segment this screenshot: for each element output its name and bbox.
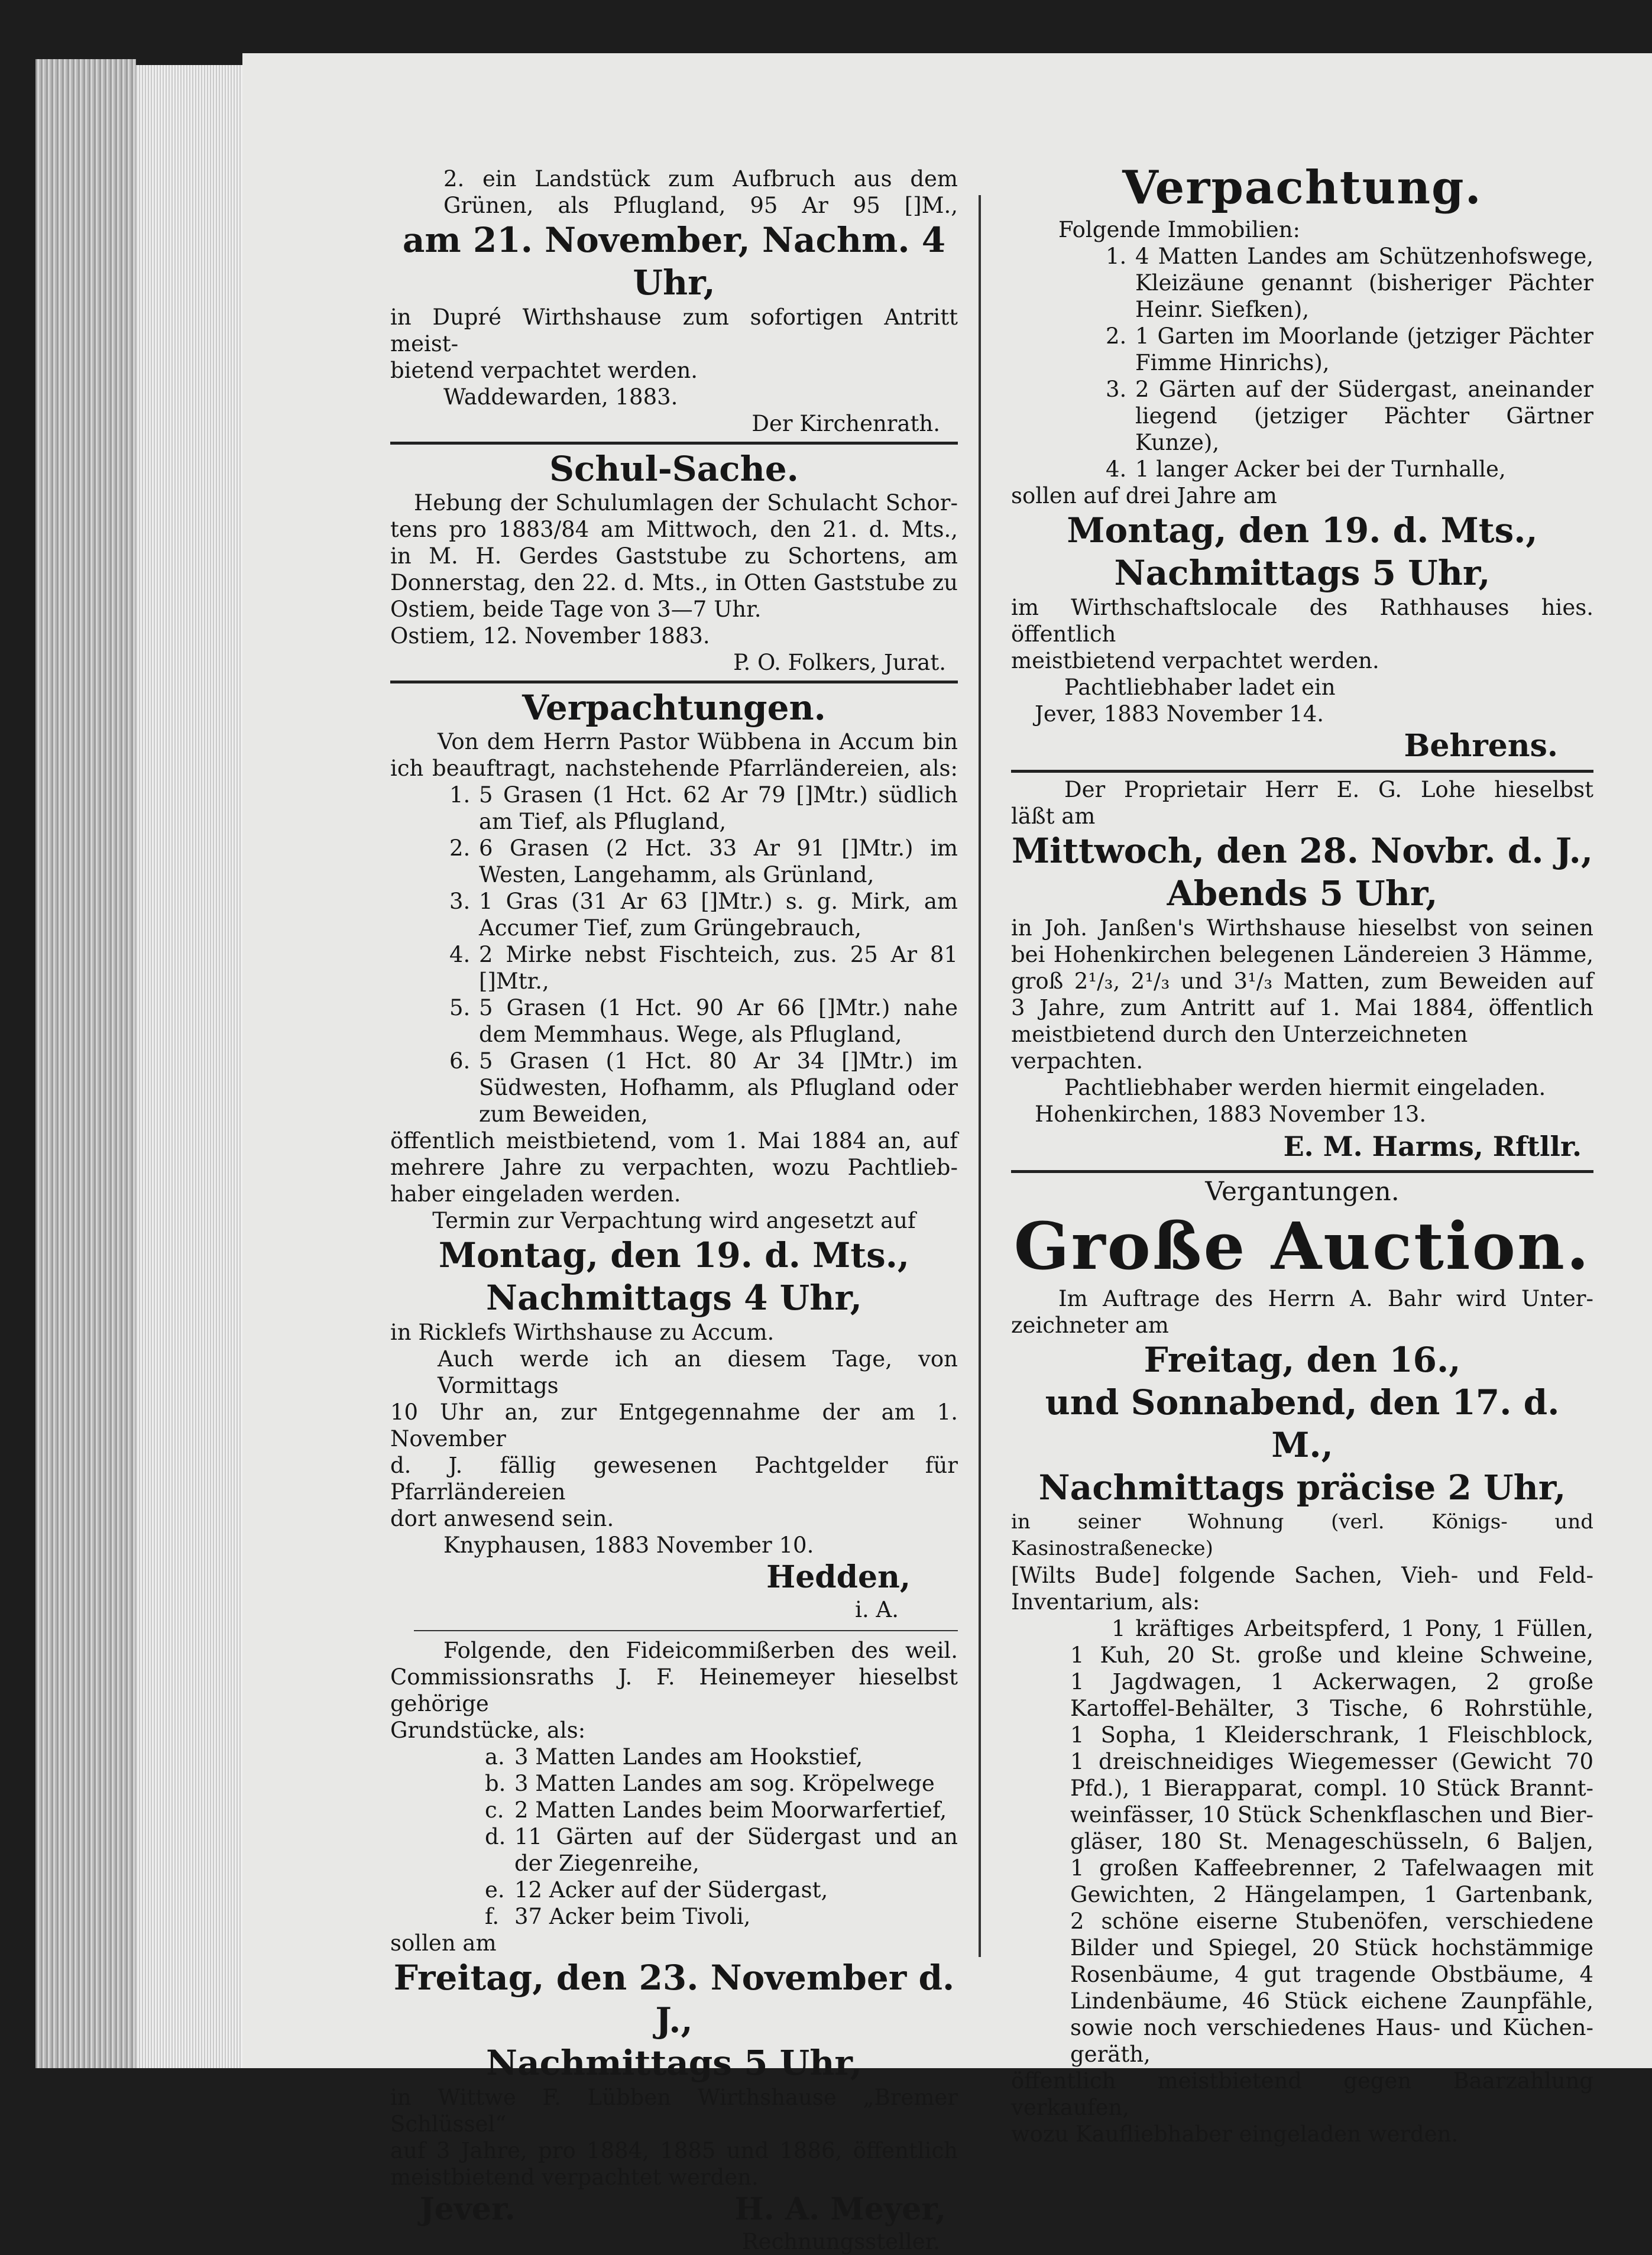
text-line: meistbietend durch den Unterzeichneten verpachten.	[1011, 1022, 1468, 1074]
text-line: ich beauftragt, nachstehende Pfarrländereien, als:	[390, 756, 958, 781]
text-line: wozu Kaufliebhaber eingeladen werden.	[1011, 2121, 1459, 2147]
list-item	[449, 941, 958, 994]
place-date: Hohenkirchen, 1883 November 13.	[1035, 1101, 1427, 1127]
divider	[414, 1630, 958, 1631]
notice-time: Abends 5 Uhr,	[1167, 873, 1438, 913]
inventory-line: gläser, 180 St. Menageschüsseln, 6 Baljen,	[1070, 1829, 1593, 1854]
notice-date: Montag, den 19. d. Mts.,	[1067, 510, 1538, 550]
list-item-text: 12 Acker auf der Südergast,	[514, 1877, 828, 1903]
inventory-line: 1 Kuh, 20 St. große und kleine Schweine,	[1070, 1642, 1593, 1668]
divider	[1011, 770, 1593, 773]
list-item	[449, 1048, 958, 1074]
list-item-number: d.	[485, 1824, 506, 1849]
list-item-number	[1106, 270, 1135, 296]
list-item	[485, 1903, 958, 1930]
right-column	[1011, 161, 1593, 2147]
inventory-line: sowie noch verschiedenes Haus- und Küchen-	[1070, 2015, 1593, 2040]
notice-heading: Große Auction.	[1013, 1208, 1591, 1284]
list-item-text: 5 Grasen (1 Hct. 80 Ar 34 []Mtr.) im	[479, 1048, 958, 1074]
divider	[390, 681, 958, 683]
notice-grundstuecke	[390, 1637, 958, 2255]
text-line: in seiner Wohnung (verl. Königs- und Kasinostraßenecke)	[1011, 1510, 1593, 1560]
text-line: 10 Uhr an, zur Entgegennahme der am 1. November	[390, 1399, 958, 1452]
list-item-text: 1 langer Acker bei der Turnhalle,	[1135, 456, 1506, 482]
list-item-text: 11 Gärten auf der Südergast und an	[514, 1824, 958, 1849]
list-item	[449, 782, 958, 808]
inventory-line: Bilder und Spiegel, 20 Stück hochstämmige	[1070, 1935, 1593, 1961]
list-item-number: 1.	[449, 782, 471, 808]
text-line: groß 2¹/₃, 2¹/₃ und 3¹/₃ Matten, zum Beweiden auf	[1011, 968, 1593, 994]
signature: Hedden,	[766, 1559, 911, 1595]
list-item-number: c.	[485, 1797, 504, 1823]
list-item	[449, 1074, 958, 1101]
notice-date: Montag, den 19. d. Mts.,	[438, 1235, 910, 1275]
place-date: Ostiem, 12. November 1883.	[390, 623, 710, 649]
column-divider	[979, 195, 981, 1957]
text-line: Pachtliebhaber ladet ein	[1064, 675, 1336, 700]
text-line: Termin zur Verpachtung wird angesetzt auf	[432, 1208, 916, 1233]
list-item-number	[449, 1021, 479, 1048]
text-line: Inventarium, als:	[1011, 1589, 1200, 1615]
text-line: in Wittwe F. Lübben Wirthshause „Bremer Schlüssel“	[390, 2085, 958, 2137]
inventory-line: Pfd.), 1 Bierapparat, compl. 10 Stück Brannt-	[1070, 1776, 1593, 1801]
list-item-number: 4.	[1106, 456, 1127, 482]
list-item-text: 2 Mirke nebst Fischteich, zus. 25 Ar 81 []Mtr.,	[479, 942, 958, 994]
list-item	[1106, 270, 1593, 296]
text-line: Folgende Immobilien:	[1058, 217, 1300, 242]
list-item	[485, 1744, 958, 1770]
list-item-text: Heinr. Siefken),	[1135, 297, 1310, 322]
list-item-number	[1106, 349, 1135, 376]
list-item-text: Südwesten, Hofhamm, als Pflugland oder	[479, 1075, 958, 1100]
place: Jever.	[420, 2191, 516, 2227]
list-item	[449, 888, 958, 915]
text-line: Commissionsraths J. F. Heinemeyer hieselbst gehörige	[390, 1664, 958, 1716]
list-item-number	[449, 915, 479, 941]
list-item	[1106, 456, 1593, 482]
notice-heading: Schul-Sache.	[549, 449, 799, 489]
list-item	[449, 1021, 958, 1048]
list-item	[1106, 376, 1593, 403]
inventory-line: 1 Sopha, 1 Kleiderschrank, 1 Fleischblock,	[1070, 1722, 1593, 1748]
list-item-text: zum Beweiden,	[479, 1101, 648, 1127]
list-item-number: 1.	[1106, 244, 1127, 269]
property-list	[1011, 243, 1593, 482]
text-line: Donnerstag, den 22. d. Mts., in Otten Gaststube zu	[390, 570, 958, 595]
text-line: Im Auftrage des Herrn A. Bahr wird Unter-	[1058, 1286, 1593, 1311]
list-item-text: 3 Matten Landes am sog. Kröpelwege	[514, 1771, 935, 1796]
signature-suffix: i. A.	[855, 1597, 899, 1622]
inventory-line: 1 kräftiges Arbeitspferd, 1 Pony, 1 Füllen,	[1112, 1616, 1593, 1641]
notice-heading: Verpachtung.	[1122, 161, 1482, 215]
text-line: in M. H. Gerdes Gaststube zu Schortens, am	[390, 543, 958, 569]
text-line: Pachtliebhaber werden hiermit eingeladen.	[1064, 1075, 1546, 1100]
inventory-line: Lindenbäume, 46 Stück eichene Zaunpfähle,	[1070, 1988, 1593, 2014]
list-item	[449, 915, 958, 941]
notice-time: Nachmittags präcise 2 Uhr,	[1038, 1467, 1566, 1508]
notice-landstueck	[390, 166, 958, 437]
section-heading: Vergantungen.	[1205, 1177, 1400, 1207]
list-item-text: am Tief, als Pflugland,	[479, 809, 727, 834]
list-item	[485, 1797, 958, 1823]
text-line: 3 Jahre, zum Antritt auf 1. Mai 1884, öffentlich	[1011, 995, 1593, 1020]
list-item-text: 3 Matten Landes am Hookstief,	[514, 1744, 863, 1770]
text-line: d. J. fällig gewesenen Pachtgelder für Pfarrländereien	[390, 1453, 958, 1505]
text-line: meistbietend verpachtet werden.	[390, 2165, 759, 2190]
list-item	[449, 994, 958, 1021]
list-item-number	[449, 808, 479, 835]
signature: Der Kirchenrath.	[752, 411, 940, 436]
list-item	[1106, 323, 1593, 349]
place-date: Knyphausen, 1883 November 10.	[443, 1533, 814, 1558]
text-line: in Dupré Wirthshause zum sofortigen Antritt meist-	[390, 304, 958, 357]
list-item-number	[1106, 403, 1135, 456]
list-item-text: 2 Gärten auf der Südergast, aneinander	[1135, 377, 1593, 402]
list-item-number	[449, 1074, 479, 1101]
notice-auction	[1011, 1177, 1593, 2147]
signature: H. A. Meyer,	[734, 2191, 946, 2227]
list-item	[485, 1770, 958, 1797]
divider	[390, 442, 958, 445]
list-item-number: a.	[485, 1744, 505, 1770]
inventory-line: Kartoffel-Behälter, 3 Tische, 6 Rohrstühle,	[1070, 1696, 1593, 1721]
inventory-line: Rosenbäume, 4 gut tragende Obstbäume, 4	[1070, 1962, 1593, 1987]
list-item	[485, 1823, 958, 1850]
inventory-line: 1 dreischneidiges Wiegemesser (Gewicht 70	[1070, 1749, 1593, 1774]
inventory-line: 1 großen Kaffeebrenner, 2 Tafelwaagen mit	[1070, 1855, 1593, 1881]
text-line: Von dem Herrn Pastor Wübbena in Accum bin	[438, 729, 958, 754]
list-item-number: e.	[485, 1877, 505, 1903]
text-line: öffentlich meistbietend, vom 1. Mai 1884 an, auf	[390, 1128, 958, 1154]
text-line: Auch werde ich an diesem Tage, von Vormittags	[438, 1346, 958, 1398]
list-item	[449, 861, 958, 888]
text-line: Ostiem, beide Tage von 3—7 Uhr.	[390, 597, 762, 622]
list-item-text: 5 Grasen (1 Hct. 62 Ar 79 []Mtr.) südlich	[479, 782, 958, 808]
list-item-number	[485, 1850, 514, 1877]
signature: Behrens.	[1404, 728, 1558, 764]
list-item-number: 2.	[1106, 323, 1127, 349]
notice-date: Freitag, den 23. November d. J.,	[393, 1958, 955, 2040]
text-line: sollen auf drei Jahre am	[1011, 483, 1277, 508]
list-item	[449, 1101, 958, 1128]
text-line: im Wirthschaftslocale des Rathhauses hies. öffentlich	[1011, 595, 1593, 647]
parcel-list	[390, 1744, 958, 1930]
text-line: dort anwesend sein.	[390, 1506, 614, 1531]
list-item	[1106, 349, 1593, 376]
text-line: tens pro 1883/84 am Mittwoch, den 21. d. Mts.,	[390, 517, 958, 542]
list-item-text: Westen, Langehamm, als Grünland,	[479, 862, 874, 887]
notice-time: Nachmittags 5 Uhr,	[486, 2043, 862, 2083]
notice-verpachtungen	[390, 687, 958, 1623]
text-line: in Ricklefs Wirthshause zu Accum.	[390, 1320, 775, 1345]
list-item-text: 2 Matten Landes beim Moorwarfertief,	[514, 1797, 947, 1823]
list-item-number: 3.	[449, 889, 471, 914]
inventory-line: 2 schöne eiserne Stubenöfen, verschiedene	[1070, 1909, 1593, 1934]
notice-date: und Sonnabend, den 17. d. M.,	[1045, 1382, 1560, 1465]
list-item-number	[1106, 296, 1135, 323]
list-item-text: 1 Garten im Moorlande (jetziger Pächter	[1135, 323, 1593, 349]
list-item	[1106, 243, 1593, 270]
page-stack	[136, 65, 248, 2068]
text-line: Grünen, als Pflugland, 95 Ar 95 []M.,	[443, 193, 958, 218]
notice-time: Nachmittags 5 Uhr,	[1114, 553, 1491, 593]
notice-time: Nachmittags 4 Uhr,	[486, 1278, 862, 1318]
text-line: bei Hohenkirchen belegenen Ländereien 3 Hämme,	[1011, 942, 1593, 967]
inventory-line: weinfässer, 10 Stück Schenkflaschen und Bier-	[1070, 1802, 1593, 1828]
text-line: Grundstücke, als:	[390, 1718, 586, 1743]
list-item-text: Accumer Tief, zum Grüngebrauch,	[479, 915, 861, 941]
list-item-number	[449, 1101, 479, 1128]
list-item-text: der Ziegenreihe,	[514, 1851, 699, 1876]
list-item-number: 2.	[449, 835, 471, 861]
inventory-line: 1 Jagdwagen, 1 Ackerwagen, 2 große	[1070, 1669, 1593, 1695]
place-date: Jever, 1883 November 14.	[1035, 701, 1324, 727]
text-line: bietend verpachtet werden.	[390, 358, 698, 383]
list-item	[485, 1850, 958, 1877]
signature-row	[390, 2191, 958, 2228]
list-item-number: 4.	[449, 942, 471, 967]
left-column	[390, 166, 958, 2255]
list-item	[1106, 403, 1593, 456]
list-item-text: 1 Gras (31 Ar 63 []Mtr.) s. g. Mirk, am	[479, 889, 958, 914]
list-item-text: 6 Grasen (2 Hct. 33 Ar 91 []Mtr.) im	[479, 835, 958, 861]
inventory-line: Gewichten, 2 Hängelampen, 1 Gartenbank,	[1070, 1882, 1593, 1907]
text-line: läßt am	[1011, 803, 1096, 829]
list-item-number: 6.	[449, 1048, 471, 1074]
list-item	[449, 808, 958, 835]
list-item-text: 4 Matten Landes am Schützenhofswege,	[1135, 244, 1593, 269]
list-item-number	[449, 861, 479, 888]
notice-date: Freitag, den 16.,	[1144, 1340, 1461, 1380]
text-line: haber eingeladen werden.	[390, 1181, 681, 1207]
notice-verpachtung	[1011, 160, 1593, 765]
text-line: öffentlich meistbietend gegen Baarzahlung verkaufen,	[1011, 2068, 1593, 2120]
list-item	[485, 1877, 958, 1903]
text-line: sollen am	[390, 1930, 497, 1956]
notice-schul-sache	[390, 448, 958, 676]
newspaper-page	[242, 53, 1652, 2254]
list-item-text: 5 Grasen (1 Hct. 90 Ar 66 []Mtr.) nahe	[479, 995, 958, 1020]
list-item-text: 37 Acker beim Tivoli,	[514, 1904, 751, 1929]
parcel-list	[390, 782, 958, 1128]
signature: E. M. Harms, Rftllr.	[1283, 1130, 1582, 1162]
list-item-text: Kleizäune genannt (bisheriger Pächter	[1135, 270, 1593, 296]
list-item-text: liegend (jetziger Pächter Gärtner Kunze),	[1135, 403, 1593, 455]
text-line: zeichneter am	[1011, 1313, 1169, 1338]
notice-heading: Verpachtungen.	[522, 688, 826, 728]
signature-title: Rechnungssteller.	[741, 2229, 940, 2254]
text-line: auf 3 Jahre, pro 1884, 1885 und 1886, öffentlich	[390, 2138, 958, 2163]
notice-date: am 21. November, Nachm. 4 Uhr,	[402, 220, 946, 303]
inventory-list	[1011, 1615, 1593, 2068]
list-item	[1106, 296, 1593, 323]
list-item-text: Fimme Hinrichs),	[1135, 350, 1330, 375]
text-line: meistbietend verpachtet werden.	[1011, 648, 1379, 673]
list-item-number: 3.	[1106, 377, 1127, 402]
text-line: 2. ein Landstück zum Aufbruch aus dem	[443, 166, 958, 192]
notice-date: Mittwoch, den 28. Novbr. d. J.,	[1011, 831, 1593, 871]
text-line: Folgende, den Fideicommißerben des weil.	[443, 1638, 958, 1663]
text-line: in Joh. Janßen's Wirthshause hieselbst von seinen	[1011, 915, 1593, 941]
text-line: Der Proprietair Herr E. G. Lohe hieselbst	[1064, 777, 1593, 802]
notice-lohe	[1011, 776, 1593, 1165]
list-item-text: dem Memmhaus. Wege, als Pflugland,	[479, 1022, 902, 1047]
signature: P. O. Folkers, Jurat.	[733, 650, 946, 675]
text-line: [Wilts Bude] folgende Sachen, Vieh- und Feld-	[1011, 1563, 1593, 1588]
text-line: mehrere Jahre zu verpachten, wozu Pachtlieb-	[390, 1155, 958, 1180]
list-item-number: 5.	[449, 995, 471, 1020]
inventory-line: geräth,	[1070, 2042, 1151, 2067]
list-item-number: f.	[485, 1904, 500, 1929]
text-line: Hebung der Schulumlagen der Schulacht Schor-	[414, 490, 958, 516]
book-edge	[35, 59, 136, 2068]
list-item-number: b.	[485, 1771, 506, 1796]
list-item	[449, 835, 958, 861]
divider	[1011, 1170, 1593, 1173]
place-date: Waddewarden, 1883.	[443, 384, 678, 410]
